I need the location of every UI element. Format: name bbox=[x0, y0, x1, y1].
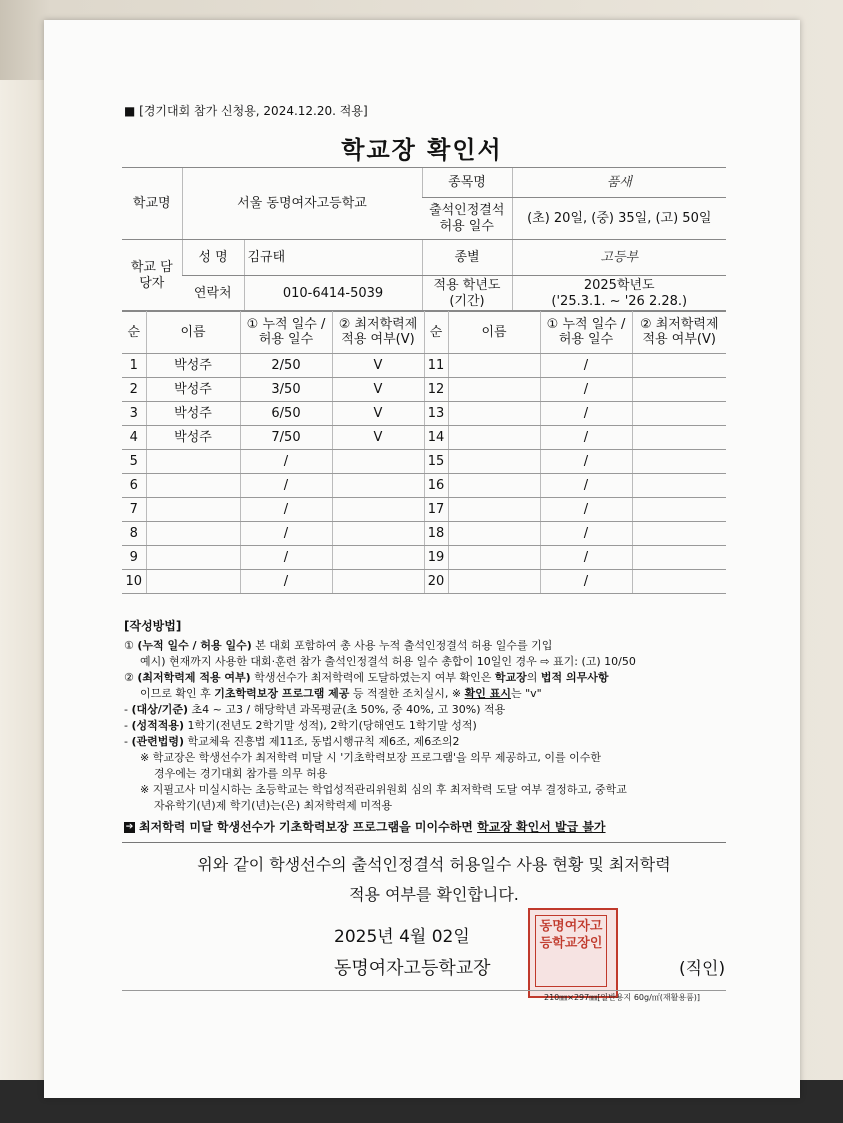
row-number: 18 bbox=[424, 522, 448, 546]
days-used: / bbox=[540, 570, 632, 594]
days-used: / bbox=[540, 426, 632, 450]
min-achievement-mark bbox=[332, 522, 424, 546]
table-row bbox=[122, 546, 726, 570]
days-used: 2/50 bbox=[240, 354, 332, 378]
paper-spec-footnote: 210㎜×297㎜[일반용지 60g/㎡(재활용품)] bbox=[544, 993, 701, 1002]
min-achievement-mark: V bbox=[332, 354, 424, 378]
text: 본 대회 포함하여 총 사용 누적 출석인정결석 허용 일수를 기입 bbox=[251, 639, 553, 652]
method-line-12 bbox=[124, 819, 734, 835]
bold-text: 기초학력보장 프로그램 제공 bbox=[214, 687, 350, 700]
text: 학교체육 진흥법 제11조, 동법시행규칙 제6조, 제6조의2 bbox=[184, 735, 460, 748]
row-number: 16 bbox=[424, 474, 448, 498]
event-value: 품새 bbox=[512, 168, 726, 198]
table-row bbox=[122, 378, 726, 402]
text: 1학기(전년도 2학기말 성적), 2학기(당해연도 1학기말 성적) bbox=[184, 719, 477, 732]
min-achievement-mark bbox=[332, 450, 424, 474]
days-used: / bbox=[240, 522, 332, 546]
min-achievement-mark bbox=[632, 546, 726, 570]
header-no: 순 bbox=[122, 311, 146, 354]
bottom-divider bbox=[122, 990, 726, 991]
min-achievement-mark: V bbox=[332, 426, 424, 450]
days-used: / bbox=[540, 546, 632, 570]
min-achievement-mark bbox=[632, 498, 726, 522]
min-achievement-mark bbox=[632, 570, 726, 594]
text: 의 bbox=[526, 671, 541, 684]
min-achievement-mark bbox=[332, 498, 424, 522]
bold-text: (관련법령) bbox=[131, 735, 185, 748]
confirmation-line-1: 위와 같이 학생선수의 출석인정결석 허용일수 사용 현황 및 최저학력 bbox=[197, 855, 671, 874]
row-number: 4 bbox=[122, 426, 146, 450]
method-line-10: ※ 지필고사 미실시하는 초등학교는 학업성적관리위원회 심의 후 최저학력 도달 여부 결정하고, 중학교 bbox=[140, 783, 627, 796]
table-header-row bbox=[122, 311, 726, 354]
method-heading: [작성방법] bbox=[124, 619, 182, 633]
header-min: ② 최저학력제 적용 여부(V) bbox=[632, 311, 726, 354]
student-name bbox=[146, 570, 240, 594]
arrow-right-icon: ➔ bbox=[125, 822, 134, 832]
row-number: 11 bbox=[424, 354, 448, 378]
bold-text: (대상/기준) bbox=[131, 703, 189, 716]
days-used: / bbox=[240, 498, 332, 522]
event-label: 종목명 bbox=[422, 168, 512, 198]
student-name: 박성주 bbox=[146, 402, 240, 426]
min-achievement-mark bbox=[632, 354, 726, 378]
confirmation-text bbox=[134, 850, 734, 910]
official-seal bbox=[528, 908, 618, 998]
days-used: / bbox=[540, 450, 632, 474]
days-used: / bbox=[540, 378, 632, 402]
phone-value: 010-6414-5039 bbox=[244, 276, 422, 312]
student-name bbox=[448, 474, 540, 498]
grade-year-cell bbox=[512, 276, 726, 312]
student-name bbox=[448, 546, 540, 570]
student-name bbox=[448, 378, 540, 402]
min-achievement-mark bbox=[632, 378, 726, 402]
method-line-2: 예시) 현재까지 사용한 대회·훈련 참가 출석인정결석 허용 일수 총합이 10일인 경우 ⇨ 표기: (고) 10/50 bbox=[140, 655, 636, 668]
method-line-8: ※ 학교장은 학생선수가 최저학력 미달 시 '기초학력보장 프로그램'을 의무 제공하고, 이를 이수한 bbox=[140, 751, 602, 764]
table-row bbox=[122, 474, 726, 498]
student-name bbox=[146, 522, 240, 546]
days-used: / bbox=[240, 546, 332, 570]
confirmation-line-2: 적용 여부를 확인합니다. bbox=[349, 885, 519, 904]
method-section bbox=[124, 618, 734, 835]
text: 이므로 확인 후 bbox=[140, 687, 215, 700]
header-days: ① 누적 일수 / 허용 일수 bbox=[540, 311, 632, 354]
student-name bbox=[448, 402, 540, 426]
days-used: / bbox=[240, 474, 332, 498]
days-used: 6/50 bbox=[240, 402, 332, 426]
method-line-3 bbox=[124, 670, 734, 686]
table-row bbox=[122, 498, 726, 522]
form-tag: ■ [경기대회 참가 신청용, 2024.12.20. 적용] bbox=[124, 104, 368, 118]
header-no: 순 bbox=[424, 311, 448, 354]
confirmation-date: 2025년 4월 02일 bbox=[334, 927, 470, 947]
method-line-6 bbox=[124, 718, 734, 734]
days-used: / bbox=[540, 522, 632, 546]
row-number: 3 bbox=[122, 402, 146, 426]
contact-person-label: 학교 담당자 bbox=[122, 240, 182, 312]
seal-text: 동명여자고등학교장인 bbox=[535, 915, 607, 987]
student-name bbox=[146, 450, 240, 474]
row-number: 15 bbox=[424, 450, 448, 474]
bold-text: (성적적용) bbox=[131, 719, 185, 732]
text: 는 "v" bbox=[510, 687, 542, 700]
row-number: 14 bbox=[424, 426, 448, 450]
method-line-5 bbox=[124, 702, 734, 718]
header-days: ① 누적 일수 / 허용 일수 bbox=[240, 311, 332, 354]
phone-label: 연락처 bbox=[182, 276, 244, 312]
marker: - bbox=[124, 735, 132, 748]
row-number: 10 bbox=[122, 570, 146, 594]
header-min: ② 최저학력제 적용 여부(V) bbox=[332, 311, 424, 354]
min-achievement-mark bbox=[632, 450, 726, 474]
days-used: / bbox=[540, 402, 632, 426]
min-achievement-mark bbox=[632, 474, 726, 498]
text: 초4 ~ 고3 / 해당학년 과목평균(초 50%, 중 40%, 고 30%) 적용 bbox=[188, 703, 506, 716]
row-number: 9 bbox=[122, 546, 146, 570]
method-line-9: 경우에는 경기대회 참가를 의무 허용 bbox=[154, 767, 328, 780]
min-achievement-mark: V bbox=[332, 378, 424, 402]
days-used: / bbox=[240, 450, 332, 474]
min-achievement-mark bbox=[632, 402, 726, 426]
min-achievement-mark bbox=[332, 474, 424, 498]
row-number: 19 bbox=[424, 546, 448, 570]
divider bbox=[122, 842, 726, 843]
student-name: 박성주 bbox=[146, 378, 240, 402]
info-table bbox=[122, 167, 726, 312]
row-number: 13 bbox=[424, 402, 448, 426]
min-achievement-mark bbox=[332, 546, 424, 570]
student-name: 박성주 bbox=[146, 354, 240, 378]
student-name: 박성주 bbox=[146, 426, 240, 450]
bold-text: 법적 의무사항 bbox=[540, 671, 609, 684]
row-number: 7 bbox=[122, 498, 146, 522]
header-name: 이름 bbox=[146, 311, 240, 354]
student-name bbox=[448, 570, 540, 594]
days-used: 3/50 bbox=[240, 378, 332, 402]
text: 학생선수가 최저학력에 도달하였는지 여부 확인은 bbox=[250, 671, 495, 684]
header-name: 이름 bbox=[448, 311, 540, 354]
student-name bbox=[146, 474, 240, 498]
school-name: 서울 동명여자고등학교 bbox=[182, 168, 422, 240]
row-number: 5 bbox=[122, 450, 146, 474]
row-number: 1 bbox=[122, 354, 146, 378]
allowed-days-value: (초) 20일, (중) 35일, (고) 50일 bbox=[512, 198, 726, 240]
student-table bbox=[122, 310, 726, 594]
row-number: 2 bbox=[122, 378, 146, 402]
table-row bbox=[122, 570, 726, 594]
row-number: 17 bbox=[424, 498, 448, 522]
days-used: / bbox=[540, 354, 632, 378]
table-row bbox=[122, 402, 726, 426]
row-number: 8 bbox=[122, 522, 146, 546]
row-number: 20 bbox=[424, 570, 448, 594]
days-used: 7/50 bbox=[240, 426, 332, 450]
min-achievement-mark bbox=[632, 522, 726, 546]
method-line-1 bbox=[124, 638, 734, 654]
bold-text: (누적 일수 / 허용 일수) bbox=[137, 639, 252, 652]
days-used: / bbox=[540, 474, 632, 498]
document-title: 학교장 확인서 bbox=[341, 136, 503, 164]
min-achievement-mark: V bbox=[332, 402, 424, 426]
name-label: 성 명 bbox=[182, 240, 244, 276]
marker: - bbox=[124, 719, 132, 732]
allowed-days-label: 출석인정결석 허용 일수 bbox=[422, 198, 512, 240]
grade-year-label: 적용 학년도 (기간) bbox=[422, 276, 512, 312]
days-used: / bbox=[240, 570, 332, 594]
student-name bbox=[448, 426, 540, 450]
table-row bbox=[122, 450, 726, 474]
student-name bbox=[146, 498, 240, 522]
division-value: 고등부 bbox=[512, 240, 726, 276]
marker: ② bbox=[124, 671, 138, 684]
method-line-7 bbox=[124, 734, 734, 750]
principal-name: 동명여자고등학교장 bbox=[334, 958, 491, 979]
text: 등 적절한 조치실시, ※ bbox=[349, 687, 465, 700]
bold-text: (최저학력제 적용 여부) bbox=[137, 671, 251, 684]
table-row bbox=[122, 426, 726, 450]
table-row bbox=[122, 354, 726, 378]
min-achievement-mark bbox=[332, 570, 424, 594]
student-name bbox=[448, 450, 540, 474]
bold-text: 학교장 bbox=[494, 671, 527, 684]
text: 최저학력 미달 학생선수가 기초학력보장 프로그램을 미이수하면 bbox=[139, 820, 478, 834]
min-achievement-mark bbox=[632, 426, 726, 450]
row-number: 6 bbox=[122, 474, 146, 498]
marker: ① bbox=[124, 639, 138, 652]
marker: - bbox=[124, 703, 132, 716]
grade-year-value: 2025학년도 bbox=[583, 277, 655, 293]
division-label: 종별 bbox=[422, 240, 512, 276]
student-name bbox=[448, 522, 540, 546]
underlined-text: 학교장 확인서 발급 불가 bbox=[477, 820, 606, 834]
method-line-11: 자유학기(년)제 학기(년)는(은) 최저학력제 미적용 bbox=[154, 799, 393, 812]
bold-text: 확인 표시 bbox=[464, 687, 511, 700]
method-line-4 bbox=[124, 686, 734, 702]
school-label: 학교명 bbox=[122, 168, 182, 240]
grade-year-period: ('25.3.1. ~ '26 2.28.) bbox=[551, 293, 688, 309]
name-value: 김규태 bbox=[244, 240, 422, 276]
table-row bbox=[122, 522, 726, 546]
row-number: 12 bbox=[424, 378, 448, 402]
student-name bbox=[146, 546, 240, 570]
document-page bbox=[44, 20, 800, 1098]
seal-label: (직인) bbox=[679, 959, 726, 979]
adjacent-page bbox=[0, 80, 49, 1120]
student-name bbox=[448, 498, 540, 522]
days-used: / bbox=[540, 498, 632, 522]
student-name bbox=[448, 354, 540, 378]
